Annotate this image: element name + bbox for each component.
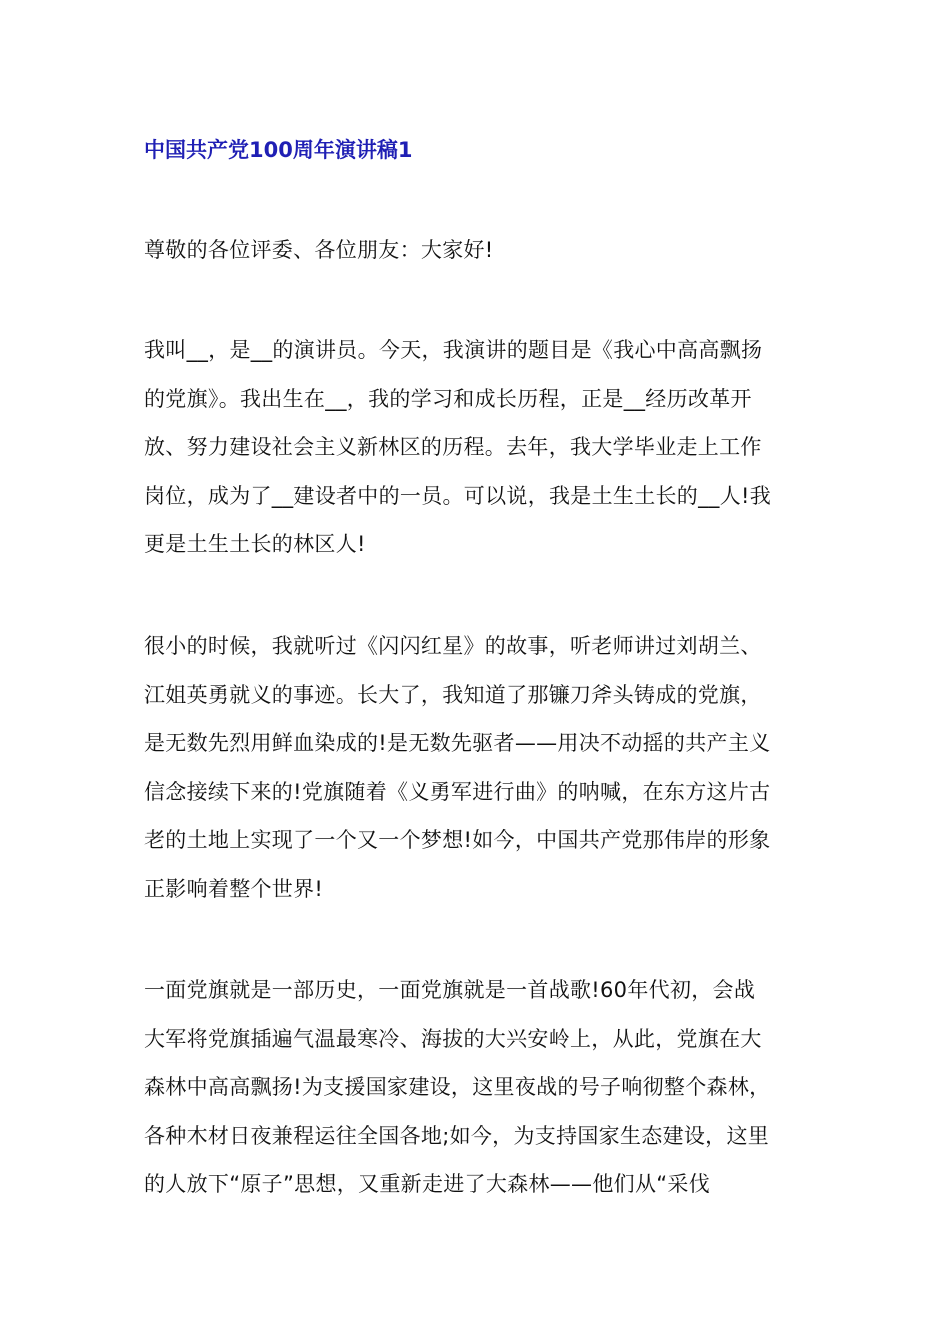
text-line: 一面党旗就是一部历史，一面党旗就是一首战歌!60年代初，会战 bbox=[144, 978, 756, 1002]
text-line: 森林中高高飘扬!为支援国家建设，这里夜战的号子响彻整个森林， bbox=[144, 1075, 771, 1099]
text-line: 很小的时候，我就听过《闪闪红星》的故事，听老师讲过刘胡兰、 bbox=[144, 634, 762, 658]
text-line: 大军将党旗插遍气温最寒冷、海拔的大兴安岭上，从此，党旗在大 bbox=[144, 1026, 762, 1051]
text-line: 岗位，成为了__建设者中的一员。可以说，我是土生土长的__人!我 bbox=[144, 483, 772, 508]
text-line: 信念接续下来的!党旗随着《义勇军进行曲》的呐喊，在东方这片古 bbox=[144, 779, 771, 804]
paragraph-childhood bbox=[144, 622, 812, 913]
text-line: 的党旗》。我出生在__，我的学习和成长历程，正是__经历改革开 bbox=[144, 386, 752, 411]
text-line: 我叫__，是__的演讲员。今天，我演讲的题目是《我心中高高飘扬 bbox=[144, 338, 763, 362]
text-line: 正影响着整个世界! bbox=[144, 876, 324, 901]
text-line: 尊敬的各位评委、各位朋友：大家好! bbox=[144, 238, 494, 262]
text-line: 江姐英勇就义的事迹。长大了，我知道了那镰刀斧头铸成的党旗， bbox=[144, 682, 762, 707]
paragraph-introduction bbox=[144, 326, 812, 569]
document-title: 中国共产党100周年演讲稿1 bbox=[144, 138, 413, 162]
text-line: 是无数先烈用鲜血染成的!是无数先驱者——用决不动摇的共产主义 bbox=[144, 731, 771, 755]
text-line: 放、努力建设社会主义新林区的历程。去年，我大学毕业走上工作 bbox=[144, 435, 762, 459]
text-line: 老的土地上实现了一个又一个梦想!如今，中国共产党那伟岸的形象 bbox=[144, 828, 771, 852]
text-line: 的人放下“原子”思想，又重新走进了大森林——他们从“采伐 bbox=[144, 1172, 711, 1196]
text-line: 更是土生土长的林区人! bbox=[144, 532, 366, 556]
paragraph-history bbox=[144, 966, 812, 1209]
text-line: 各种木材日夜兼程运往全国各地;如今，为支持国家生态建设，这里 bbox=[144, 1123, 770, 1148]
paragraph-greeting bbox=[144, 226, 812, 275]
